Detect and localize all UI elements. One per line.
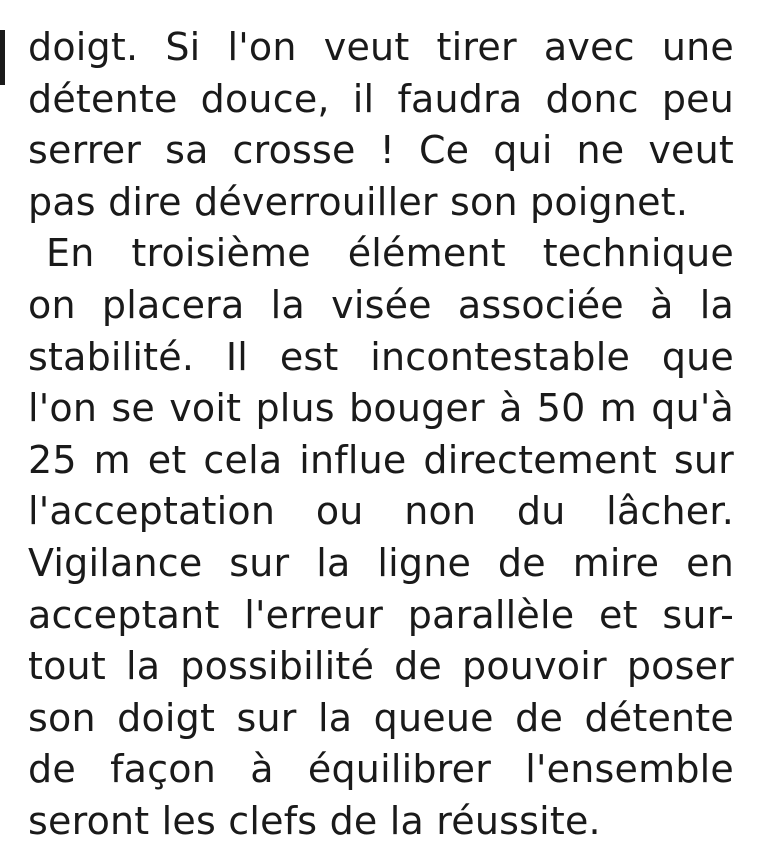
text-line: de façon à équilibrer l'ensemble [28,747,734,792]
text-line: son doigt sur la queue de détente [28,695,734,740]
text-line: stabilité. Il est incontestable que [28,334,734,379]
text-line: 25 m et cela influe directement sur [28,437,734,482]
paragraph-first-line: En troisième élément technique [46,231,734,276]
text-line: Vigilance sur la ligne de mire en [28,540,734,585]
body-text [28,22,734,848]
text-line: l'acceptation ou non du lâcher. [28,489,734,534]
text-line: serrer sa crosse ! Ce qui ne veut [28,128,734,173]
text-line: détente douce, il faudra donc peu [28,76,734,121]
text-line: seront les clefs de la réussite. [28,798,601,843]
text-line: acceptant l'erreur parallèle et sur- [28,592,734,637]
text-line: doigt. Si l'on veut tirer avec une [28,25,734,69]
text-line: tout la possibilité de pouvoir poser [28,644,734,689]
margin-mark [0,30,5,85]
text-line: pas dire déverrouiller son poignet. [28,179,689,224]
text-line: on placera la visée associée à la [28,282,734,327]
text-line: l'on se voit plus bouger à 50 m qu'à [28,386,734,431]
